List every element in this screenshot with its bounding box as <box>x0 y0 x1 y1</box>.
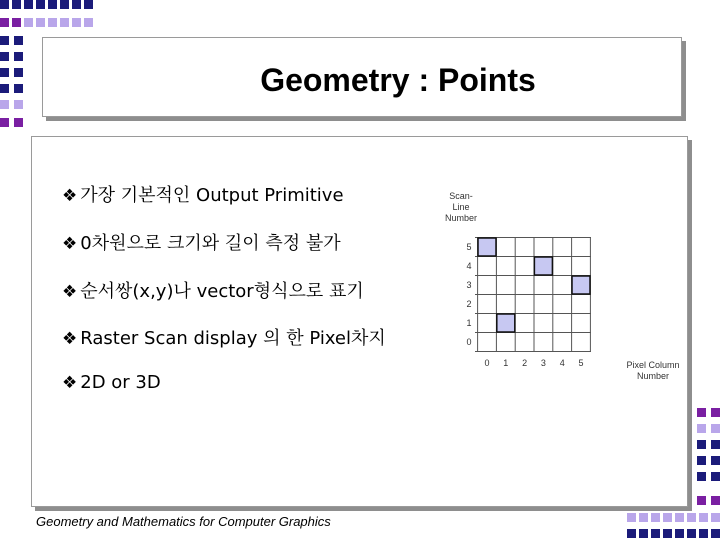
x-axis-title: Number <box>636 371 670 381</box>
x-tick-label: 2 <box>522 358 528 368</box>
decor-square <box>0 100 9 109</box>
pixel-grid-chart <box>425 185 690 385</box>
decor-square <box>639 529 648 538</box>
decor-square <box>0 0 9 9</box>
decor-square <box>0 36 9 45</box>
decor-square <box>48 18 57 27</box>
slide-title: Geometry : Points <box>260 62 536 98</box>
bullet-text: 가장 기본적인 Output Primitive <box>80 185 344 206</box>
decor-square <box>711 424 720 433</box>
y-axis-title: Scan- <box>449 191 473 201</box>
decor-square <box>697 456 706 465</box>
decor-square <box>711 472 720 481</box>
y-tick-label: 3 <box>466 280 472 290</box>
decor-square <box>14 52 23 61</box>
decor-square <box>711 529 720 538</box>
decor-square <box>627 529 636 538</box>
decor-square <box>699 529 708 538</box>
decor-square <box>697 424 706 433</box>
decor-square <box>687 513 696 522</box>
decor-square <box>711 408 720 417</box>
decor-square <box>14 118 23 127</box>
decor-square <box>84 0 93 9</box>
decor-square <box>651 513 660 522</box>
decor-square <box>12 0 21 9</box>
bullet-text: Raster Scan display 의 한 Pixel차지 <box>80 328 386 349</box>
bullet-item <box>62 324 386 350</box>
decor-square <box>697 472 706 481</box>
decor-square <box>711 496 720 505</box>
bullet-item <box>62 181 344 207</box>
decor-square <box>639 513 648 522</box>
decor-square <box>0 18 9 27</box>
decor-square <box>627 513 636 522</box>
pixel-marker <box>534 257 552 275</box>
bullet-item <box>62 277 364 303</box>
decor-square <box>36 0 45 9</box>
decor-square <box>24 18 33 27</box>
footer-text: Geometry and Mathematics for Computer Graphics <box>36 514 331 529</box>
decor-square <box>48 0 57 9</box>
diamond-bullet-icon: ❖ <box>62 282 78 302</box>
axis-labels <box>445 191 680 381</box>
decor-square <box>0 118 9 127</box>
y-tick-label: 2 <box>466 299 472 309</box>
x-tick-label: 0 <box>484 358 490 368</box>
bullet-item <box>62 372 161 393</box>
decor-square <box>651 529 660 538</box>
y-tick-label: 1 <box>466 318 472 328</box>
x-tick-label: 3 <box>540 358 546 368</box>
x-tick-label: 1 <box>503 358 509 368</box>
bullet-text: 2D or 3D <box>80 372 161 393</box>
decor-square <box>663 529 672 538</box>
decor-square <box>72 0 81 9</box>
x-tick-label: 5 <box>578 358 584 368</box>
decor-square <box>36 18 45 27</box>
decor-square <box>697 408 706 417</box>
decor-square <box>14 100 23 109</box>
y-axis-title: Line <box>452 202 470 212</box>
decor-square <box>663 513 672 522</box>
pixel-marker <box>478 238 496 256</box>
y-tick-label: 4 <box>466 261 472 271</box>
diamond-bullet-icon: ❖ <box>62 329 78 349</box>
pixel-marker <box>572 276 590 294</box>
decor-square <box>675 513 684 522</box>
bullet-text: 0차원으로 크기와 길이 측정 불가 <box>80 233 341 254</box>
decor-square <box>687 529 696 538</box>
x-axis-title: Pixel Column <box>626 360 680 370</box>
decor-square <box>697 496 706 505</box>
decor-square <box>14 36 23 45</box>
decor-square <box>84 18 93 27</box>
decor-square <box>60 0 69 9</box>
diamond-bullet-icon: ❖ <box>62 373 78 393</box>
y-axis-title: Number <box>444 213 478 223</box>
decor-square <box>0 52 9 61</box>
decor-square <box>711 513 720 522</box>
diamond-bullet-icon: ❖ <box>62 234 78 254</box>
decor-square <box>711 440 720 449</box>
y-tick-label: 0 <box>466 337 472 347</box>
bullet-text: 순서쌍(x,y)나 vector형식으로 표기 <box>80 281 364 302</box>
decor-square <box>675 529 684 538</box>
pixel-marker <box>497 314 515 332</box>
decor-square <box>711 456 720 465</box>
diamond-bullet-icon: ❖ <box>62 186 78 206</box>
decor-square <box>697 440 706 449</box>
decor-square <box>60 18 69 27</box>
decor-square <box>72 18 81 27</box>
x-tick-label: 4 <box>559 358 565 368</box>
y-tick-label: 5 <box>466 242 472 252</box>
bullet-item <box>62 229 341 255</box>
decor-square <box>12 18 21 27</box>
decor-square <box>699 513 708 522</box>
decor-square <box>24 0 33 9</box>
